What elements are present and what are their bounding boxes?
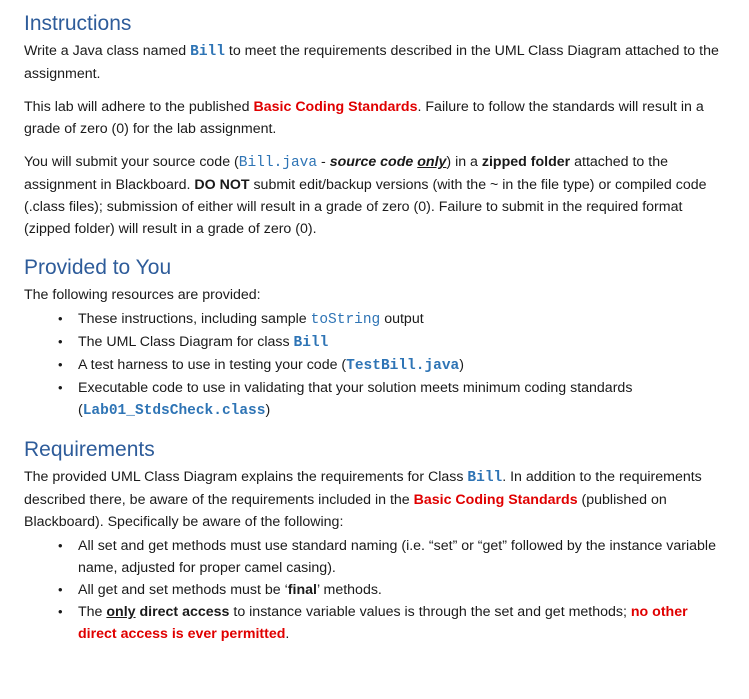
source-file-code: Bill.java	[238, 155, 318, 171]
requirements-paragraph: The provided UML Class Diagram explains the requirements for Class Bill. In addition to the requirements described there, be aware of the requirements included in the Basic Coding Standards (published on Blackboard). Specifically be aware of the following:	[24, 469, 702, 530]
list-item: • All set and get methods must use standard naming (i.e. “set” or “get” followed by the instance variable name, adjusted for proper camel casing).	[24, 535, 725, 579]
section-heading-requirements: Requirements	[24, 438, 155, 461]
section-heading-provided: Provided to You	[24, 256, 172, 279]
bullet-icon: •	[58, 604, 63, 619]
coding-standards-reference: Basic Coding Standards	[253, 99, 418, 115]
bullet-icon: •	[58, 582, 63, 597]
coding-standards-reference: Basic Coding Standards	[413, 492, 578, 508]
bullet-icon: •	[58, 357, 63, 372]
list-item: • The UML Class Diagram for class Bill	[24, 331, 725, 354]
list-item: • These instructions, including sample toString output	[24, 308, 725, 331]
list-item: • A test harness to use in testing your code (TestBill.java)	[24, 354, 725, 377]
bullet-icon: •	[58, 311, 63, 326]
list-item: • Executable code to use in validating that your solution meets minimum coding standards (Lab01_StdsCheck.class)	[24, 377, 725, 422]
bullet-icon: •	[58, 380, 63, 395]
requirements-list	[24, 535, 725, 645]
class-name-code: Bill	[190, 44, 225, 60]
bullet-icon: •	[58, 538, 63, 553]
bullet-icon: •	[58, 334, 63, 349]
instructions-paragraph-3: You will submit your source code (Bill.java - source code only) in a zipped folder attached to the assignment in Blackboard. DO NOT submit edit/backup versions (with the ~ in the file type) or compiled code (.class files); submission of either will result in a grade of zero (0). Failure to submit in the required format (zipped folder) will result in a grade of zero (0).	[24, 154, 707, 237]
provided-list	[24, 308, 725, 422]
provided-intro: The following resources are provided:	[24, 287, 261, 303]
instructions-paragraph-2: This lab will adhere to the published Basic Coding Standards. Failure to follow the standards will result in a grade of zero (0) for the lab assignment.	[24, 99, 704, 137]
instructions-paragraph-1: Write a Java class named Bill to meet the requirements described in the UML Class Diagram attached to the assignment.	[24, 43, 719, 82]
list-item: • The only direct access to instance variable values is through the set and get methods; no other direct access is ever permitted.	[24, 601, 725, 645]
list-item: • All get and set methods must be ‘final’ methods.	[24, 579, 725, 601]
section-heading-instructions: Instructions	[24, 12, 132, 35]
